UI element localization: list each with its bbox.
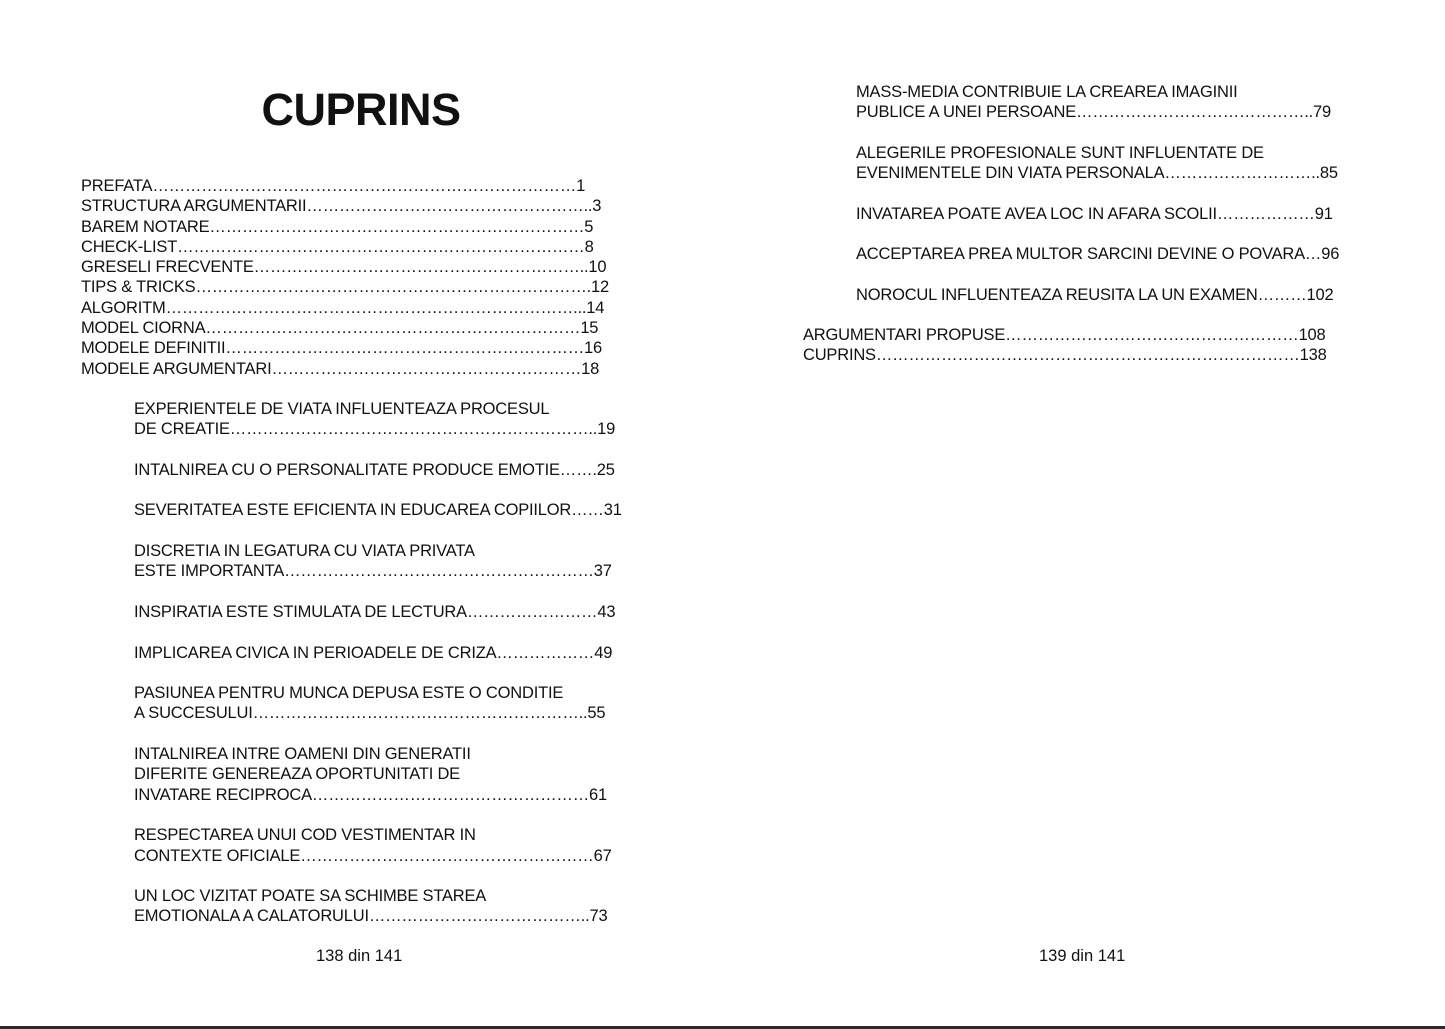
toc-essay-entry [134,683,644,724]
toc-essay-line: MASS-MEDIA CONTRIBUIE LA CREAREA IMAGINII [856,83,1238,101]
page-right [723,0,1445,1026]
toc-essay-line: DISCRETIA IN LEGATURA CU VIATA PRIVATA [134,542,475,561]
toc-entry: TIPS & TRICKS……………………………………………………………….12 [81,278,609,297]
toc-essay-entry [134,500,644,520]
toc-entry: BAREM NOTARE……………………………………………………………5 [81,217,594,236]
toc-essay-entry [856,244,1366,264]
toc-essay-line: INSPIRATIA ESTE STIMULATA DE LECTURA……………………43 [134,602,616,621]
toc-essay-line: SEVERITATEA ESTE EFICIENTA IN EDUCAREA COPIILOR……31 [134,501,622,520]
toc-essay-entry [134,643,644,663]
toc-essay-list [134,399,644,927]
toc-essay-entry [134,541,644,582]
toc-essay-entry [134,886,644,927]
toc-essay-entry [856,204,1366,224]
toc-entry: CHECK-LIST…………………………………………………………………8 [81,237,594,256]
toc-essay-line: EMOTIONALA A CALATORULUI…………………………………..73 [134,907,608,926]
toc-essay-line: PASIUNEA PENTRU MUNCA DEPUSA ESTE O CONDITIE [134,684,564,703]
page-title: CUPRINS [261,84,461,135]
toc-back-matter [803,325,1365,366]
page-left [0,0,722,1026]
toc-essay-entry [134,399,644,440]
toc-essay-line: INVATAREA POATE AVEA LOC IN AFARA SCOLII………………91 [856,204,1333,223]
toc-essay-line: INTALNIREA CU O PERSONALITATE PRODUCE EMOTIE…….25 [134,460,615,479]
toc-essay-list [856,82,1366,305]
toc-essay-line: ESTE IMPORTANTA…………………………………………………37 [134,562,612,581]
toc-entry: ARGUMENTARI PROPUSE………………………………………………108 [803,326,1326,344]
toc-essay-entry [134,825,644,866]
toc-entry: MODEL CIORNA……………………………………………………………15 [81,319,599,338]
toc-entry: CUPRINS……………………………………………………………………138 [803,346,1327,365]
toc-essay-line: CONTEXTE OFICIALE………………………………………………67 [134,846,612,865]
toc-essay-line: ACCEPTAREA PREA MULTOR SARCINI DEVINE O POVARA…96 [856,245,1340,264]
toc-essay-line: ALEGERILE PROFESIONALE SUNT INFLUENTATE DE [856,143,1264,162]
toc-entry: PREFATA……………………………………………………………………1 [81,177,586,195]
toc-essay-line: PUBLICE A UNEI PERSOANE……………………………………..79 [856,103,1331,122]
toc-essay-line: DE CREATIE…………………………………………………………..19 [134,420,616,439]
toc-essay-entry [134,602,644,622]
toc-entry: MODELE DEFINITII…………………………………………………………16 [81,339,602,358]
toc-essay-line: RESPECTAREA UNUI COD VESTIMENTAR IN [134,826,476,845]
toc-essay-line: IMPLICAREA CIVICA IN PERIOADELE DE CRIZA………………49 [134,643,613,662]
toc-front-matter [81,176,641,379]
toc-entry: STRUCTURA ARGUMENTARII……………………………………………..3 [81,197,602,216]
toc-entry: ALGORITM…………………………………………………………………...14 [81,298,605,317]
toc-essay-entry [856,82,1366,123]
toc-essay-line: INVATARE RECIPROCA……………………………………………61 [134,785,607,804]
toc-essay-line: EXPERIENTELE DE VIATA INFLUENTEAZA PROCESUL [134,400,550,418]
page-number: 139 din 141 [1039,947,1126,965]
toc-essay-entry [134,460,644,480]
toc-essay-line: INTALNIREA INTRE OAMENI DIN GENERATII [134,745,471,764]
toc-essay-line: UN LOC VIZITAT POATE SA SCHIMBE STAREA [134,887,487,906]
toc-essay-line: EVENIMENTELE DIN VIATA PERSONALA………………………..85 [856,164,1338,183]
toc-essay-entry [134,744,644,805]
toc-essay-line: NOROCUL INFLUENTEAZA REUSITA LA UN EXAMEN………102 [856,285,1334,304]
toc-essay-entry [856,143,1366,184]
toc-essay-line: DIFERITE GENEREAZA OPORTUNITATI DE [134,765,460,784]
toc-essay-entry [856,285,1366,305]
toc-essay-line: A SUCCESULUI……………………………………………………..55 [134,704,606,723]
toc-entry: GRESELI FRECVENTE……………………………………………………..10 [81,258,607,277]
page-number: 138 din 141 [316,947,403,965]
toc-entry: MODELE ARGUMENTARI…………………………………………………18 [81,359,600,378]
